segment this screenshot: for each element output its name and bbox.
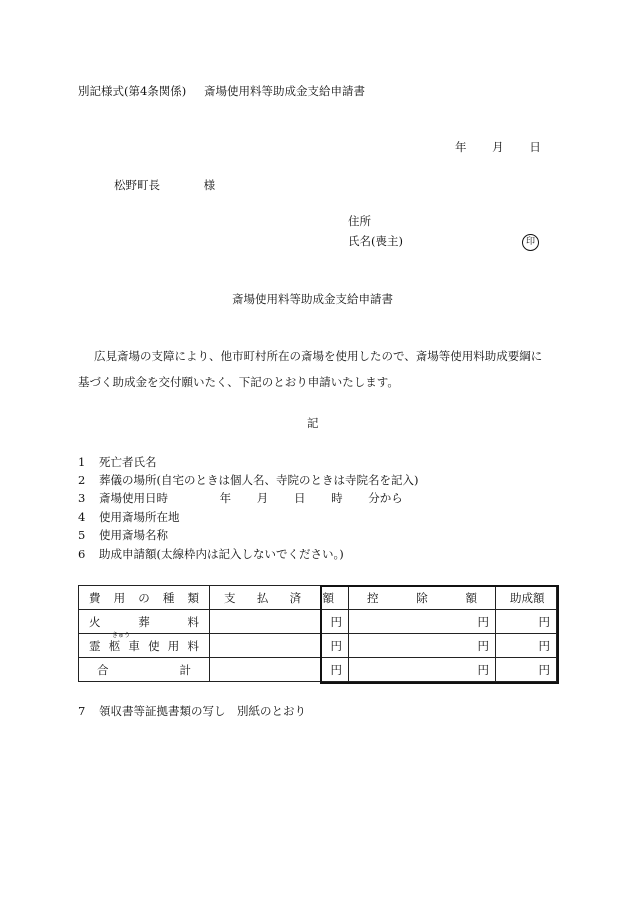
item-text: 使用斎場所在地	[98, 510, 180, 524]
spread-text	[224, 590, 334, 606]
date-year: 年	[455, 140, 467, 154]
spread-text	[89, 614, 199, 630]
item-number: 5	[78, 528, 86, 542]
item-number: 6	[78, 547, 86, 561]
date-day: 日	[529, 140, 541, 154]
row-label-cell	[79, 658, 210, 682]
char: の	[138, 590, 150, 605]
document-title: 斎場使用料等助成金支給申請書	[232, 292, 393, 306]
deduction-cell: 円	[349, 610, 496, 634]
spread-text	[510, 590, 545, 606]
item-text: 領収書等証拠書類の写し 別紙のとおり	[98, 704, 306, 718]
item-year: 年	[219, 491, 232, 505]
addressee-honorific: 様	[203, 178, 216, 192]
list-item	[78, 549, 344, 561]
char: 用	[113, 590, 126, 605]
char: 支	[224, 590, 236, 605]
item-text: 斎場使用日時	[98, 491, 168, 505]
date-line	[455, 142, 541, 154]
table-header-row	[79, 586, 557, 610]
item-text: 助成申請額(太線枠内は記入しないでください。)	[98, 547, 344, 561]
form-label-text: 別記様式(第4条関係)	[78, 84, 187, 98]
list-item	[78, 475, 418, 487]
body-line-1: 広見斎場の支障により、他市町村所在の斎場を使用したので、斎場等使用料助成要綱に	[94, 349, 543, 363]
char: 払	[256, 590, 269, 605]
spread-text	[367, 590, 477, 606]
header-cell-deduction	[349, 586, 496, 610]
item-minute: 分から	[368, 491, 403, 505]
address-label: 住所	[348, 214, 371, 228]
addressee-name: 松野町長	[114, 178, 160, 192]
char: 火	[89, 614, 101, 629]
char: 助	[510, 590, 522, 605]
deduction-cell: 円	[349, 658, 496, 682]
item-day: 日	[293, 491, 306, 505]
paid-cell: 円	[210, 634, 349, 658]
item-number: 4	[78, 510, 86, 524]
list-item	[78, 457, 156, 469]
list-item	[78, 493, 403, 505]
table-row	[79, 658, 557, 682]
char: 費	[89, 590, 101, 605]
item-number: 1	[78, 455, 86, 469]
item-number: 7	[78, 704, 86, 718]
form-label	[78, 86, 365, 98]
item-number: 2	[78, 473, 86, 487]
char: 霊	[89, 638, 101, 653]
row-label-cell	[79, 634, 210, 658]
header-cell-paid	[210, 586, 349, 610]
spread-text	[97, 662, 191, 678]
header-cell-subsidy	[496, 586, 557, 610]
char: 除	[416, 590, 428, 605]
table-row	[79, 634, 557, 658]
spread-text	[89, 590, 199, 606]
char: 額	[533, 590, 545, 605]
row-label-cell	[79, 610, 210, 634]
fee-table	[78, 585, 557, 682]
char: 葬	[138, 614, 150, 629]
header-cell-type	[79, 586, 210, 610]
char: 類	[187, 590, 199, 605]
spread-text	[89, 638, 199, 654]
char: 種	[162, 590, 175, 605]
ki-marker: 記	[307, 416, 319, 430]
char: 用	[167, 638, 180, 653]
item-hour: 時	[331, 491, 343, 505]
char: 使	[148, 638, 160, 653]
char: 車	[128, 638, 140, 653]
paid-cell: 円	[210, 610, 349, 634]
list-item-7	[78, 706, 306, 718]
list-item	[78, 530, 168, 542]
char: 額	[465, 590, 477, 605]
item-text: 使用斎場名称	[98, 528, 168, 542]
char: 料	[187, 638, 199, 653]
item-text: 死亡者氏名	[98, 455, 157, 469]
date-month: 月	[492, 140, 504, 154]
item-text: 葬儀の場所(自宅のときは個人名、寺院のときは寺院名を記入)	[98, 473, 419, 487]
char: 額	[322, 590, 334, 605]
addressee	[114, 180, 215, 192]
char: 合	[97, 662, 109, 677]
char: 済	[289, 590, 302, 605]
char: 料	[187, 614, 199, 629]
subsidy-cell: 円	[496, 658, 557, 682]
deduction-cell: 円	[349, 634, 496, 658]
ruby-text: きゅう	[112, 632, 131, 639]
body-line-2: 基づく助成金を交付願いたく、下記のとおり申請いたします。	[78, 375, 399, 389]
name-label: 氏名(喪主)	[348, 234, 403, 248]
char: 計	[179, 662, 191, 677]
list-item	[78, 512, 179, 524]
form-header-title: 斎場使用料等助成金支給申請書	[203, 84, 365, 98]
paid-cell: 円	[210, 658, 349, 682]
seal-mark: 印	[522, 234, 539, 251]
subsidy-cell: 円	[496, 634, 557, 658]
item-month: 月	[256, 491, 269, 505]
char: 柩	[108, 638, 121, 653]
item-number: 3	[78, 491, 86, 505]
char: 成	[521, 590, 533, 605]
char: 控	[367, 590, 379, 605]
table-row	[79, 610, 557, 634]
subsidy-cell: 円	[496, 610, 557, 634]
